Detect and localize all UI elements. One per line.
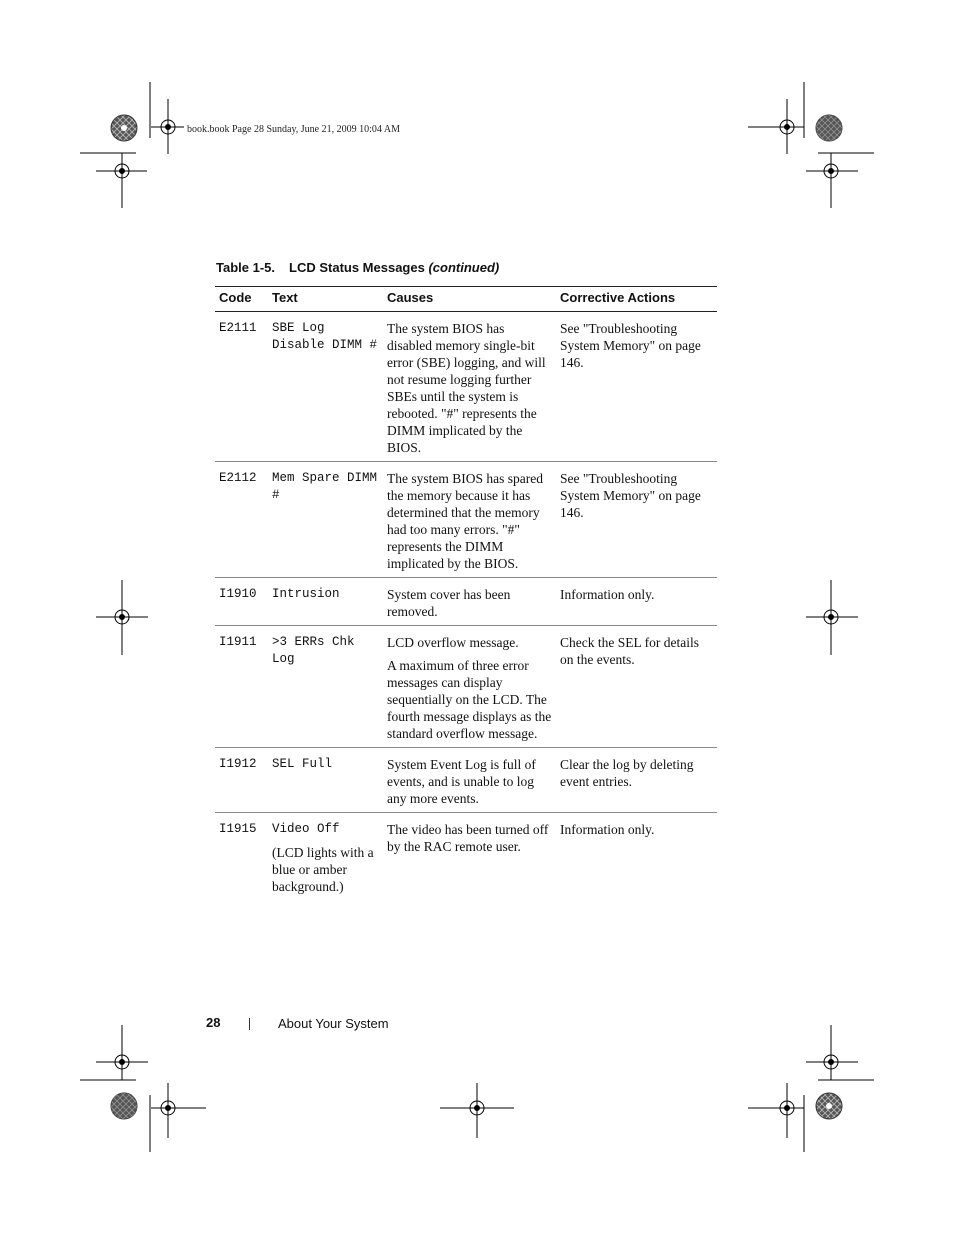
table-header-row [215, 287, 717, 312]
cell-causes-paragraph: The system BIOS has spared the memory because it has determined that the memory had too many errors. "#" represents the DIMM implicated by the BIOS. [387, 471, 543, 571]
cell-text [268, 813, 383, 901]
cell-code: I1910 [215, 578, 268, 626]
cell-text [268, 748, 383, 813]
cell-causes [383, 813, 556, 901]
table-caption-name: LCD Status Messages [289, 260, 425, 275]
cell-actions-paragraph: See "Troubleshooting System Memory" on page 146. [560, 471, 701, 520]
footer-divider [249, 1018, 250, 1030]
cell-causes [383, 626, 556, 748]
print-slug-header: book.book Page 28 Sunday, June 21, 2009 10:04 AM [187, 124, 400, 135]
corner-mark-bottom-left [80, 1025, 206, 1152]
cell-actions [556, 813, 717, 901]
table-row [215, 578, 717, 626]
cell-text-line: >3 ERRs Chk Log [272, 635, 355, 666]
header-text: Text [268, 287, 383, 312]
sunburst-mark-bottom-right [816, 1093, 842, 1119]
cell-actions-paragraph: See "Troubleshooting System Memory" on page 146. [560, 321, 701, 370]
cell-code: E2112 [215, 462, 268, 578]
cell-actions [556, 312, 717, 462]
cell-causes-paragraph: System Event Log is full of events, and is unable to log any more events. [387, 757, 536, 806]
center-mark-bottom [440, 1083, 514, 1138]
cell-causes-paragraph: A maximum of three error messages can display sequentially on the LCD. The fourth message displays as the standard overflow message. [387, 658, 552, 741]
cell-actions-paragraph: Clear the log by deleting event entries. [560, 757, 694, 789]
cell-text-note: (LCD lights with a blue or amber background.) [272, 845, 374, 894]
cell-code: I1915 [219, 822, 257, 836]
table-row [215, 462, 717, 578]
table-caption-suffix: (continued) [428, 260, 500, 275]
cell-causes-paragraph: The video has been turned off by the RAC remote user. [387, 822, 549, 854]
cell-text-line: SBE Log Disable DIMM # [272, 321, 378, 352]
cell-causes [383, 578, 556, 626]
lcd-status-table [215, 286, 717, 900]
cell-causes [383, 462, 556, 578]
page-number: 28 [206, 1015, 221, 1030]
table-row [215, 312, 717, 462]
cell-code: E2111 [215, 312, 268, 462]
cell-actions-paragraph: Information only. [560, 822, 655, 837]
table-caption [216, 260, 499, 275]
cell-text-line: Intrusion [272, 587, 340, 601]
side-mark-right [806, 580, 858, 655]
cell-text-line: Video Off [272, 822, 340, 836]
cell-actions [556, 578, 717, 626]
footer-section-title: About Your System [278, 1016, 389, 1031]
sunburst-mark-top-left [111, 115, 137, 141]
cell-code: I1911 [215, 626, 268, 748]
cell-text-line: Mem Spare DIMM # [272, 471, 378, 502]
cell-actions [556, 626, 717, 748]
cell-text [268, 312, 383, 462]
cell-causes-paragraph: System cover has been removed. [387, 587, 511, 619]
header-corrective-actions: Corrective Actions [556, 287, 717, 312]
cell-causes-paragraph: LCD overflow message. [387, 635, 519, 650]
sunburst-mark-top-right [816, 115, 842, 141]
cell-text [268, 462, 383, 578]
table-row [215, 626, 717, 748]
cell-actions [556, 748, 717, 813]
cell-causes [383, 312, 556, 462]
corner-mark-top-left [80, 82, 184, 208]
cell-causes-paragraph: The system BIOS has disabled memory single-bit error (SBE) logging, and will not resume logging further SBEs until the system is rebooted. "#" represents the DIMM implicated by the BIOS. [387, 321, 546, 455]
corner-mark-top-right [748, 82, 874, 208]
cell-actions-paragraph: Check the SEL for details on the events. [560, 635, 699, 667]
corner-mark-bottom-right [748, 1025, 874, 1152]
table-row [215, 748, 717, 813]
cell-actions-paragraph: Information only. [560, 587, 655, 602]
cell-causes [383, 748, 556, 813]
cell-actions [556, 462, 717, 578]
side-mark-left [96, 580, 148, 655]
header-causes: Causes [383, 287, 556, 312]
sunburst-mark-bottom-left [111, 1093, 137, 1119]
cell-text [268, 626, 383, 748]
cell-text [268, 578, 383, 626]
header-code: Code [215, 287, 268, 312]
table-row [215, 813, 717, 901]
cell-code: I1912 [215, 748, 268, 813]
table-caption-label: Table 1-5. [216, 260, 276, 275]
cell-text-line: SEL Full [272, 757, 333, 771]
